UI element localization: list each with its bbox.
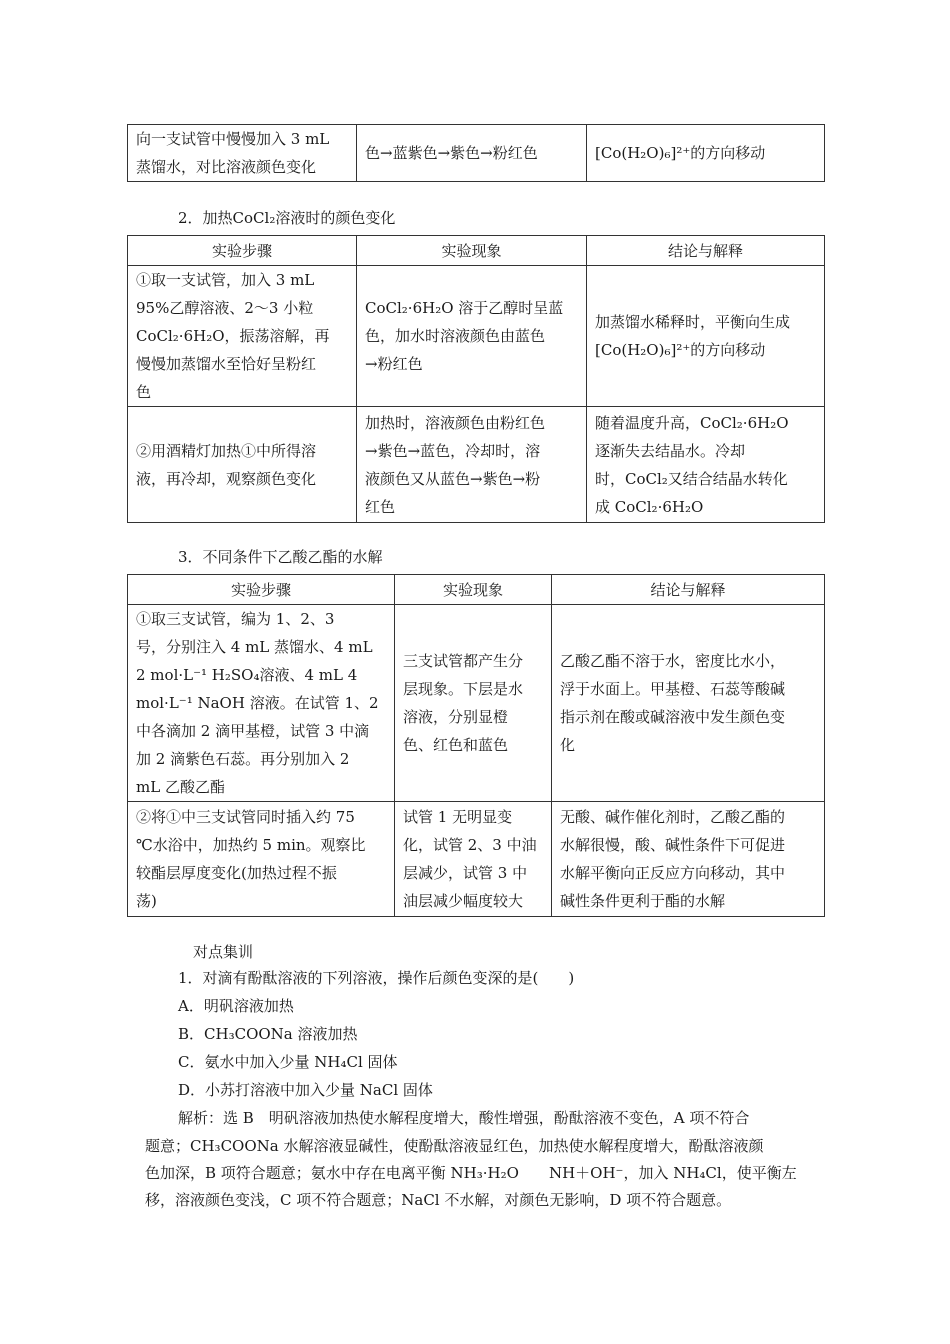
exercise-title: 对点集训 bbox=[193, 943, 254, 961]
cell-line: mL 乙酸乙酯 bbox=[136, 778, 225, 796]
column-header: 结论与解释 bbox=[587, 236, 825, 266]
cell-line: 无酸、碱作催化剂时，乙酸乙酯的 bbox=[560, 808, 786, 826]
table-cobalt-dilution bbox=[127, 124, 825, 182]
cell-step bbox=[128, 802, 395, 917]
cell-step bbox=[128, 605, 395, 802]
cell-line: 碱性条件更利于酯的水解 bbox=[560, 892, 726, 910]
question-text: 1．对滴有酚酞溶液的下列溶液，操作后颜色变深的是( ) bbox=[178, 969, 575, 987]
cell-line: 试管 1 无明显变 bbox=[403, 808, 513, 826]
cell-line: 中各滴加 2 滴甲基橙，试管 3 中滴 bbox=[136, 722, 370, 740]
cell-line: 指示剂在酸或碱溶液中发生颜色变 bbox=[560, 708, 786, 726]
cell-line: 三支试管都产生分 bbox=[403, 652, 524, 670]
option-d: D．小苏打溶液中加入少量 NaCl 固体 bbox=[178, 1081, 433, 1099]
cell-conclusion bbox=[552, 605, 825, 802]
column-header: 实验步骤 bbox=[128, 575, 395, 605]
table-ester-hydrolysis bbox=[127, 574, 825, 917]
cell-line: 液，再冷却，观察颜色变化 bbox=[136, 469, 317, 488]
cell-line: 加 2 滴紫色石蕊。再分别加入 2 bbox=[136, 750, 350, 768]
cell-conclusion bbox=[552, 802, 825, 917]
table-row bbox=[128, 802, 825, 917]
cell-line: 溶液，分别显橙 bbox=[403, 708, 509, 726]
analysis-line: 移，溶液颜色变浅，C 项不符合题意；NaCl 不水解，对颜色无影响，D 项不符合题意。 bbox=[145, 1191, 732, 1209]
analysis-line: 解析：选 B 明矾溶液加热使水解程度增大，酸性增强，酚酞溶液不变色，A 项不符合 bbox=[178, 1109, 750, 1127]
analysis-line: 题意；CH₃COONa 水解溶液显碱性，使酚酞溶液显红色，加热使水解程度增大，酚酞溶液颜 bbox=[145, 1137, 764, 1155]
cell-line: 色 bbox=[136, 383, 152, 401]
cell-line: ①取一支试管，加入 3 mL bbox=[136, 271, 315, 289]
cell-line: 逐渐失去结晶水。冷却 bbox=[595, 441, 746, 460]
cell-line: 红色 bbox=[365, 497, 396, 516]
cell-phenomenon bbox=[395, 605, 552, 802]
cell-line: 荡) bbox=[136, 892, 157, 910]
cell-line: 水解平衡向正反应方向移动，其中 bbox=[560, 864, 786, 882]
cell-line: 化，试管 2、3 中油 bbox=[403, 836, 537, 854]
cell-phenomenon bbox=[395, 802, 552, 917]
cell-line: 95%乙醇溶液、2～3 小粒 bbox=[136, 299, 314, 317]
cell-line: →紫色→蓝色，冷却时，溶 bbox=[365, 441, 541, 460]
cell-step bbox=[128, 266, 357, 407]
cell-line: ①取三支试管，编为 1、2、3 bbox=[136, 610, 335, 628]
table-row bbox=[128, 407, 825, 523]
column-header: 实验现象 bbox=[395, 575, 552, 605]
cell-line: 时，CoCl₂又结合结晶水转化 bbox=[595, 469, 788, 488]
cell-line: [Co(H₂O)₆]²⁺的方向移动 bbox=[595, 341, 766, 359]
cell-line: 加热时，溶液颜色由粉红色 bbox=[365, 413, 546, 432]
cell-line: 加蒸馏水稀释时，平衡向生成 bbox=[595, 313, 791, 331]
cell-conclusion: [Co(H₂O)₆]²⁺的方向移动 bbox=[587, 125, 825, 182]
cell-phenomenon bbox=[357, 266, 587, 407]
cell-line: 层现象。下层是水 bbox=[403, 680, 524, 698]
cell-step bbox=[128, 407, 357, 523]
section-heading: 2．加热CoCl₂溶液时的颜色变化 bbox=[178, 209, 396, 227]
cell-line: 水解很慢，酸、碱性条件下可促进 bbox=[560, 836, 786, 854]
cell-line: 随着温度升高，CoCl₂·6H₂O bbox=[595, 413, 789, 432]
cell-line: 液颜色又从蓝色→紫色→粉 bbox=[365, 469, 541, 488]
cell-line: 号，分别注入 4 mL 蒸馏水、4 mL bbox=[136, 638, 373, 656]
cell-line: CoCl₂·6H₂O，振荡溶解，再 bbox=[136, 327, 330, 345]
option-c: C．氨水中加入少量 NH₄Cl 固体 bbox=[178, 1053, 398, 1071]
cell-line: 慢慢加蒸馏水至恰好呈粉红 bbox=[136, 355, 317, 373]
cell-line: ②用酒精灯加热①中所得溶 bbox=[136, 441, 317, 460]
column-header: 实验现象 bbox=[357, 236, 587, 266]
cell-line: 较酯层厚度变化(加热过程不振 bbox=[136, 864, 337, 882]
cell-line: 蒸馏水，对比溶液颜色变化 bbox=[136, 158, 317, 176]
cell-line: 2 mol·L⁻¹ H₂SO₄溶液、4 mL 4 bbox=[136, 666, 358, 684]
cell-step bbox=[128, 125, 357, 182]
cell-line: 浮于水面上。甲基橙、石蕊等酸碱 bbox=[560, 680, 786, 698]
cell-line: 油层减少幅度较大 bbox=[403, 892, 524, 910]
cell-line: 色、红色和蓝色 bbox=[403, 736, 509, 754]
table-row bbox=[128, 605, 825, 802]
cell-line: 成 CoCl₂·6H₂O bbox=[595, 497, 704, 516]
cell-line: 色，加水时溶液颜色由蓝色 bbox=[365, 327, 546, 345]
column-header: 结论与解释 bbox=[552, 575, 825, 605]
cell-conclusion bbox=[587, 266, 825, 407]
table-row bbox=[128, 125, 825, 182]
cell-line: 层减少，试管 3 中 bbox=[403, 864, 528, 882]
cell-phenomenon bbox=[357, 407, 587, 523]
table-header-row bbox=[128, 236, 825, 266]
analysis-line: 色加深，B 项符合题意；氨水中存在电离平衡 NH₃·H₂O NH＋OH⁻，加入 NH₄Cl，使平衡左 bbox=[145, 1164, 797, 1182]
cell-line: CoCl₂·6H₂O 溶于乙醇时呈蓝 bbox=[365, 299, 564, 317]
cell-line: →粉红色 bbox=[365, 355, 423, 373]
cell-conclusion bbox=[587, 407, 825, 523]
cell-line: 化 bbox=[560, 736, 576, 754]
option-a: A．明矾溶液加热 bbox=[178, 997, 294, 1015]
cell-line: 乙酸乙酯不溶于水，密度比水小， bbox=[560, 652, 786, 670]
cell-line: mol·L⁻¹ NaOH 溶液。在试管 1、2 bbox=[136, 694, 379, 712]
table-row bbox=[128, 266, 825, 407]
cell-phenomenon: 色→蓝紫色→紫色→粉红色 bbox=[357, 125, 587, 182]
column-header: 实验步骤 bbox=[128, 236, 357, 266]
cell-line: ℃水浴中，加热约 5 min。观察比 bbox=[136, 836, 366, 854]
table-header-row bbox=[128, 575, 825, 605]
option-b: B．CH₃COONa 溶液加热 bbox=[178, 1025, 358, 1043]
cell-line: 向一支试管中慢慢加入 3 mL bbox=[136, 130, 330, 148]
cell-line: ②将①中三支试管同时插入约 75 bbox=[136, 808, 355, 826]
section-heading: 3．不同条件下乙酸乙酯的水解 bbox=[178, 548, 383, 566]
table-cocl2-heating bbox=[127, 235, 825, 523]
